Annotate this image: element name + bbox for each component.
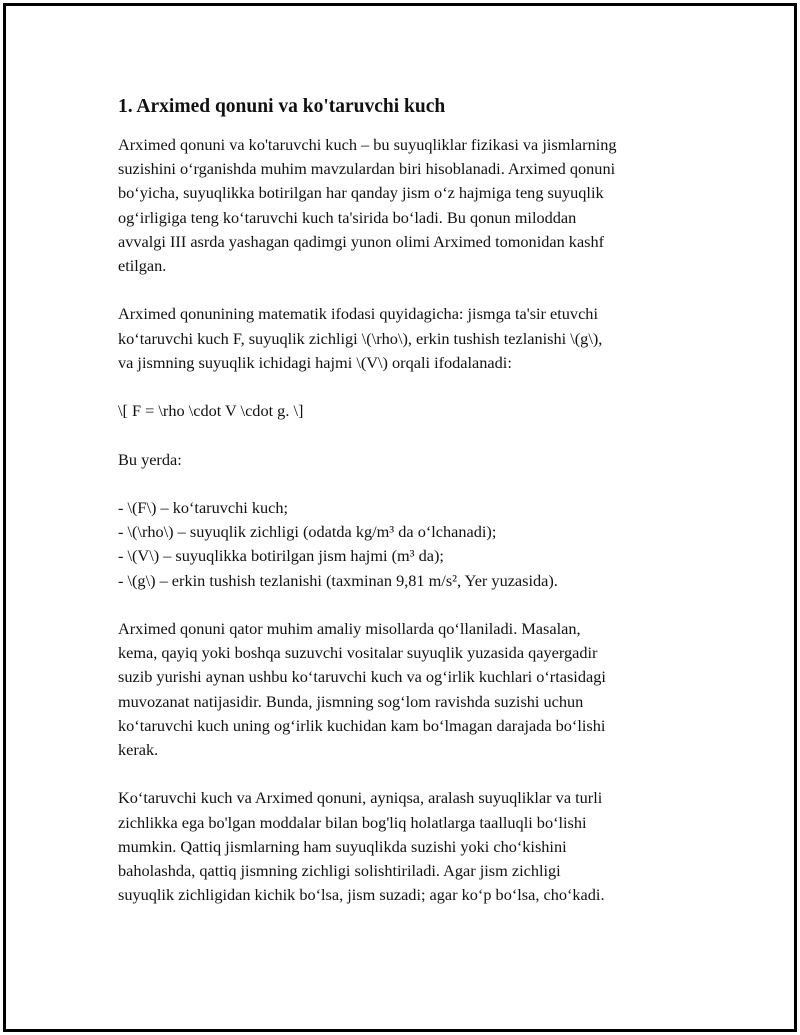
text-line: mumkin. Qattiq jismlarning ham suyuqlikda suzishi yoki cho‘kishini [118, 836, 567, 856]
definition-item: - \(V\) – suyuqlikka botirilgan jism hajmi (m³ da); [118, 546, 444, 566]
text-line: bo‘yicha, suyuqlikka botirilgan har qanday jism o‘z hajmiga teng suyuqlik [118, 183, 604, 203]
definition-item: - \(F\) – ko‘taruvchi kuch; [118, 497, 289, 517]
text-line: suzib yurishi aynan ushbu ko‘taruvchi kuch va og‘irlik kuchlari o‘rtasidagi [118, 667, 606, 687]
text-line: Bu yerda: [118, 449, 182, 469]
text-line: og‘irligiga teng ko‘taruvchi kuch ta'sirida bo‘ladi. Bu qonun miloddan [118, 207, 577, 227]
definition-item: - \(g\) – erkin tushish tezlanishi (taxminan 9,81 m/s², Yer yuzasida). [118, 570, 558, 590]
text-line: va jismning suyuqlik ichidagi hajmi \(V\) orqali ifodalanadi: [118, 352, 512, 372]
text-line: baholashda, qattiq jismning zichligi solishtiriladi. Agar jism zichligi [118, 861, 561, 880]
text-line: kerak. [118, 740, 159, 759]
where-label [118, 448, 678, 472]
text-line: ko‘taruvchi kuch uning og‘irlik kuchidan kam bo‘lmagan darajada bo‘lishi [118, 715, 606, 735]
text-line: Arximed qonuni va ko'taruvchi kuch – bu suyuqliklar fizikasi va jismlarning [118, 135, 617, 154]
paragraph-density [118, 786, 678, 907]
text-line: avvalgi III asrda yashagan qadimgi yunon olimi Arximed tomonidan kashf [118, 231, 605, 251]
text-line: kema, qayiq yoki boshqa suzuvchi vositalar suyuqlik yuzasida qayergadir [118, 643, 598, 663]
text-line: Arximed qonuni qator muhim amaliy misollarda qo‘llaniladi. Masalan, [118, 618, 581, 638]
definition-list [118, 496, 678, 593]
text-line: muvozanat natijasidir. Bunda, jismning sog‘lom ravishda suzishi uchun [118, 691, 584, 711]
definition-item: - \(\rho\) – suyuqlik zichligi (odatda kg/m³ da o‘lchanadi); [118, 522, 497, 542]
document-body [118, 94, 678, 907]
text-line: Arximed qonunining matematik ifodasi quyidagicha: jismga ta'sir etuvchi [118, 304, 598, 324]
formula-line: \[ F = \rho \cdot V \cdot g. \] [118, 401, 304, 421]
section-heading: 1. Arximed qonuni va ko'taruvchi kuch [118, 96, 446, 117]
paragraph-applications [118, 617, 678, 762]
paragraph-math-expression [118, 302, 678, 375]
text-line: suzishini o‘rganishda muhim mavzulardan biri hisoblanadi. Arximed qonuni [118, 159, 616, 179]
formula [118, 399, 678, 423]
text-line: etilgan. [118, 256, 167, 276]
text-line: Ko‘taruvchi kuch va Arximed qonuni, ayniqsa, aralash suyuqliklar va turli [118, 788, 603, 808]
paragraph-intro [118, 133, 678, 278]
text-line: zichlikka ega bo'lgan moddalar bilan bog'liq holatlarga taalluqli bo‘lishi [118, 812, 587, 832]
text-line: ko‘taruvchi kuch F, suyuqlik zichligi \(\rho\), erkin tushish tezlanishi \(g\), [118, 328, 603, 348]
text-line: suyuqlik zichligidan kichik bo‘lsa, jism suzadi; agar ko‘p bo‘lsa, cho‘kadi. [118, 885, 605, 905]
